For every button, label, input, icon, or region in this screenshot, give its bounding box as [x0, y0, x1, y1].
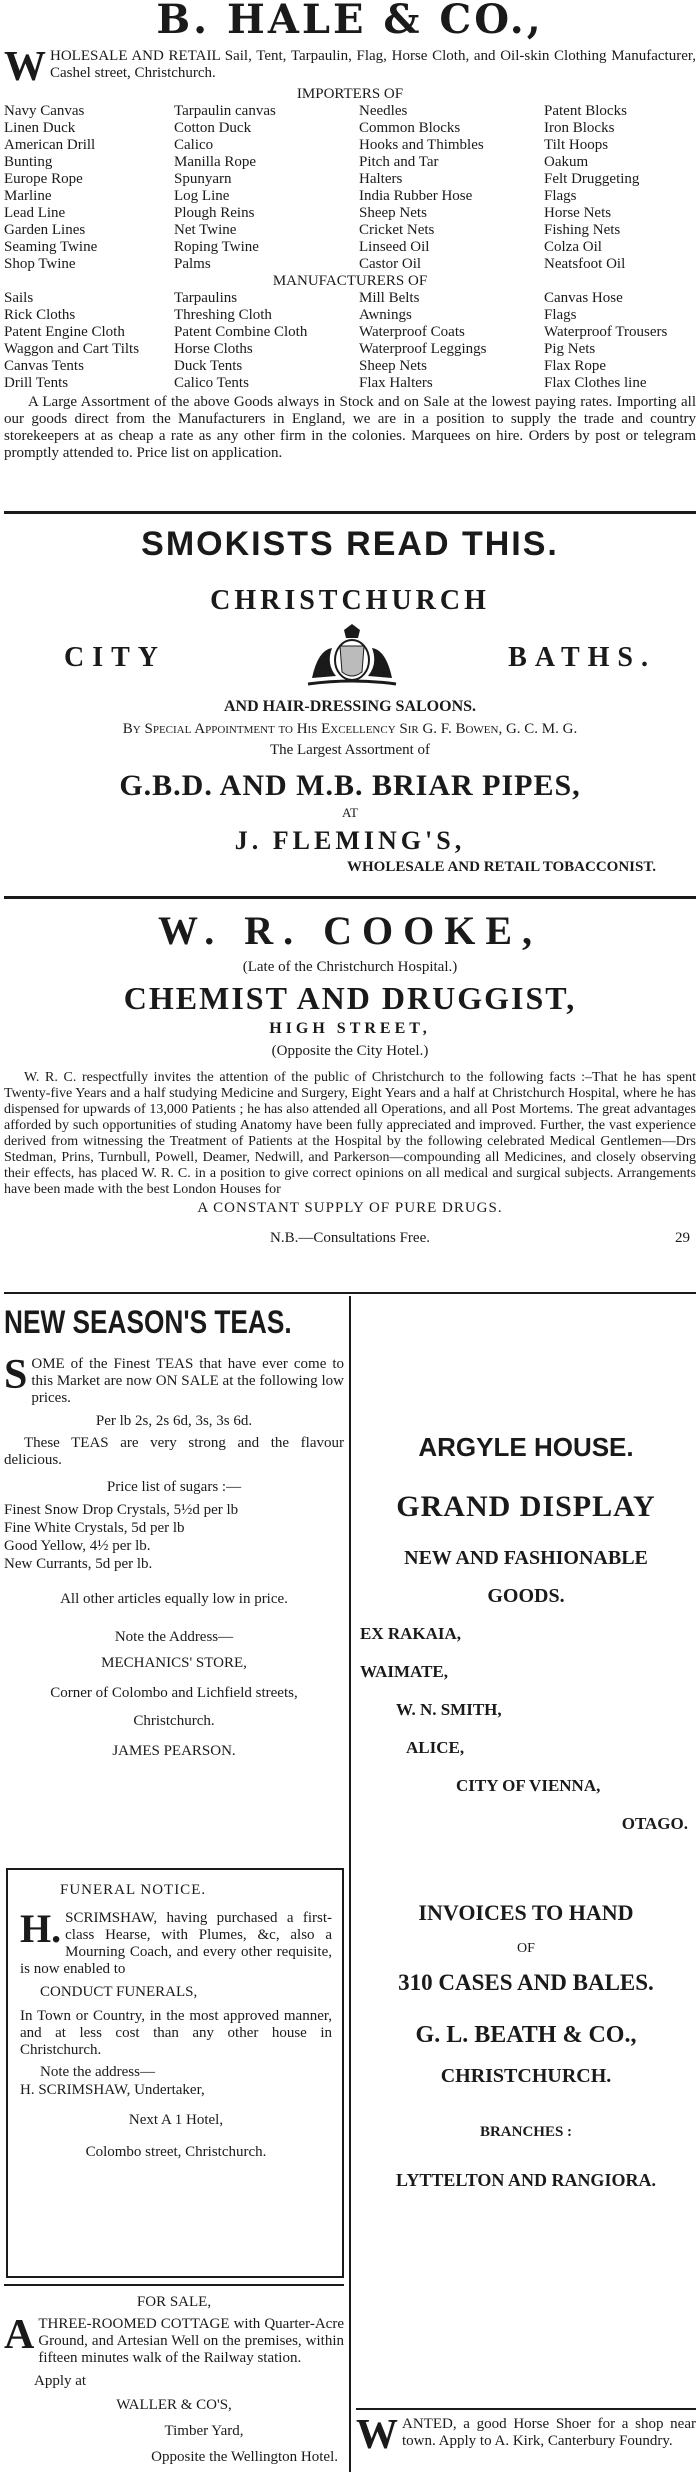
hale-importers-item: Seaming Twine — [4, 239, 98, 255]
argyle-ship-3: W. N. SMITH, — [396, 1700, 502, 1719]
fleming-city: CITY — [64, 642, 167, 673]
hale-importers-item: Oakum — [544, 154, 589, 170]
hale-importers-item: Palms — [174, 256, 211, 272]
cooke-name: W. R. COOKE, — [157, 908, 543, 953]
argyle-invoices: INVOICES TO HAND — [418, 1900, 634, 1925]
teas-note: These TEAS are very strong and the flavour delicious. — [4, 1435, 344, 1468]
fleming-trade: WHOLESALE AND RETAIL TOBACCONIST. — [347, 859, 656, 875]
hale-importers-item: Plough Reins — [174, 205, 255, 221]
fleming-baths: BATHS. — [508, 642, 656, 673]
argyle-city: CHRISTCHURCH. — [440, 2065, 612, 2087]
hale-importers-item: Horse Nets — [544, 205, 612, 221]
hale-manufacturers-list — [4, 290, 696, 392]
teas-other: All other articles equally low in price. — [60, 1591, 288, 1607]
fleming-name: J. FLEMING'S, — [234, 826, 466, 855]
divider — [4, 511, 696, 514]
argyle-display: GRAND DISPLAY — [396, 1490, 656, 1523]
hale-manufacturers-item: Drill Tents — [4, 375, 69, 391]
sugars-heading: Price list of sugars :— — [106, 1479, 242, 1495]
argyle-advert — [356, 1302, 696, 2192]
teas-store: MECHANICS' STORE, — [101, 1655, 247, 1671]
hale-importers-item: Fishing Nets — [544, 222, 621, 238]
hale-intro-text: HOLESALE AND RETAIL Sail, Tent, Tarpaulin, Flag, Horse Cloth, and Oil-skin Clothing Manufacturer, Cashel street, Christchurch. — [50, 48, 696, 81]
sugars-list — [4, 1501, 344, 1573]
hale-importers-item: Linseed Oil — [359, 239, 430, 255]
teas-intro — [4, 1352, 344, 1407]
hale-importers-item: Linen Duck — [4, 120, 76, 136]
hale-importers-item: Tilt Hoops — [544, 137, 609, 153]
hale-importers-col-2 — [174, 103, 359, 273]
sugar-item: New Currants, 5d per lb. — [4, 1556, 153, 1572]
fleming-pipes: G.B.D. AND M.B. BRIAR PIPES, — [119, 769, 581, 802]
hale-manufacturers-item: Patent Engine Cloth — [4, 324, 125, 340]
hale-importers-item: Neatsfoot Oil — [544, 256, 626, 272]
hale-manufacturers-item: Waterproof Leggings — [359, 341, 487, 357]
hale-importers-col-4 — [544, 103, 696, 273]
hale-importers-item: Common Blocks — [359, 120, 461, 136]
hale-importers-item: Manilla Rope — [174, 154, 257, 170]
hale-closing: A Large Assortment of the above Goods always in Stock and on Sale at the lowest paying rates. Importing all our goods direct from the Manufacturers in England, we are in a position to supply the trade and country storekeepers at as cheap a rate as any other firm in the colonies. Marquees on hire. Orders by post or telegram promptly attended to. Price list on application. — [4, 394, 696, 461]
divider — [4, 896, 696, 899]
hale-importers-item: Castor Oil — [359, 256, 422, 272]
hale-manufacturers-item: Awnings — [359, 307, 412, 323]
argyle-ship-4: ALICE, — [406, 1738, 465, 1757]
cooke-street: HIGH STREET, — [269, 1020, 431, 1037]
cooke-supply: A CONSTANT SUPPLY OF PURE DRUGS. — [197, 1200, 503, 1216]
hale-importers-item: Sheep Nets — [359, 205, 427, 221]
argyle-of: OF — [517, 1941, 535, 1956]
teas-advert — [4, 1302, 344, 1761]
sale-heading: FOR SALE, — [136, 2294, 212, 2310]
hale-manufacturers-item: Horse Cloths — [174, 341, 253, 357]
sale-body-text: THREE-ROOMED COTTAGE with Quarter-Acre Ground, and Artesian Well on the premises, within fifteen minutes walk of the Railway station. — [38, 2316, 344, 2366]
fleming-at: AT — [342, 805, 358, 820]
cooke-body: W. R. C. respectfully invites the attention of the public of Christchurch to the following facts :–That he has spent Twenty-five Years and a half studying Medicine and Surgery, Eight Years and a half at Christchurch Hospital, where he has dispensed for upwards of 13,000 Patients ; he has also attended all Operations, and all Post Mortems. The great advantages afforded by such opportunities of studing Anatomy have been fully appreciated and improved. Further, the vast experience derived from witnessing the Treatment of Patients at the Hospital by the following celebrated Medical Gentlemen—Drs Stedman, Prins, Turnbull, Powell, Deamer, Nedwill, and Parkerson—compounding all Medicines, and closely observing their effects, has placed W. R. C. in a position to give correct opinions on all medical and surgical subjects. Arrangements have been made with the best London Houses for — [4, 1070, 696, 1197]
hale-manufacturers-item: Flax Halters — [359, 375, 433, 391]
hale-importers-item: Halters — [359, 171, 403, 187]
teas-town: Christchurch. — [133, 1713, 215, 1729]
hale-manufacturers-col-1 — [4, 290, 174, 392]
page-number: 29 — [675, 1230, 690, 1246]
hale-manufacturers-item: Threshing Cloth — [174, 307, 272, 323]
sugar-item: Finest Snow Drop Crystals, 5½d per lb — [4, 1502, 239, 1518]
wanted-drop-cap: W — [356, 2412, 398, 2458]
divider — [4, 2284, 344, 2286]
teas-headline: NEW SEASON'S TEAS. — [4, 1304, 292, 1340]
hale-manufacturers-item: Pig Nets — [544, 341, 596, 357]
hale-manufacturers-item: Tarpaulins — [174, 290, 238, 306]
wanted-advert — [356, 2412, 696, 2458]
hale-manufacturers-item: Duck Tents — [174, 358, 243, 374]
hale-drop-cap: W — [4, 44, 46, 90]
funeral-body-1 — [20, 1906, 332, 1978]
hale-importers-item: Flags — [544, 188, 577, 204]
hale-importers-item: Garden Lines — [4, 222, 86, 238]
teas-intro-text: OME of the Finest TEAS that have ever come to this Market are now ON SALE at the following low prices. — [31, 1356, 344, 1406]
teas-owner: JAMES PEARSON. — [112, 1743, 236, 1759]
hale-importers-item: Shop Twine — [4, 256, 76, 272]
hale-manufacturers-col-2 — [174, 290, 359, 392]
argyle-cases: 310 CASES AND BALES. — [398, 1970, 654, 1995]
funeral-body-2: In Town or Country, in the most approved manner, and at less cost than any other house in Christchurch. — [20, 2008, 332, 2058]
funeral-body-1-text: SCRIMSHAW, having purchased a first-class Hearse, with Plumes, &c, also a Mourning Coach, and every other requisite, is now enabled to — [20, 1910, 332, 1977]
cooke-footer — [4, 1230, 696, 1260]
sale-apply: Apply at — [34, 2373, 87, 2389]
fleming-headline: SMOKISTS READ THIS. — [141, 525, 559, 563]
hale-manufacturers-item: Sails — [4, 290, 34, 306]
hale-manufacturers-item: Canvas Hose — [544, 290, 623, 306]
hale-importers-col-3 — [359, 103, 544, 273]
argyle-firm: G. L. BEATH & CO., — [415, 2022, 637, 2048]
hale-importers-item: American Drill — [4, 137, 96, 153]
hale-manufacturers-item: Waterproof Coats — [359, 324, 465, 340]
hale-importers-item: Bunting — [4, 154, 53, 170]
cooke-title: CHEMIST AND DRUGGIST, — [123, 980, 577, 1016]
sale-opposite: Opposite the Wellington Hotel. — [151, 2449, 338, 2465]
hale-manufacturers-item: Mill Belts — [359, 290, 420, 306]
teas-prices: Per lb 2s, 2s 6d, 3s, 3s 6d. — [95, 1413, 253, 1429]
sale-body — [4, 2312, 344, 2367]
hale-manufacturers-col-3 — [359, 290, 544, 392]
hale-importers-item: Marline — [4, 188, 52, 204]
hale-importers-item: Navy Canvas — [4, 103, 85, 119]
hale-manufacturers-item: Patent Combine Cloth — [174, 324, 308, 340]
funeral-drop-cap: H. — [20, 1906, 62, 1951]
hale-title: B. HALE & CO., — [156, 0, 544, 43]
cooke-late: (Late of the Christchurch Hospital.) — [242, 959, 458, 975]
hale-manufacturers-item: Rick Cloths — [4, 307, 76, 323]
hale-importers-item: Calico — [174, 137, 214, 153]
hale-manufacturers-item: Sheep Nets — [359, 358, 427, 374]
funeral-heading: FUNERAL NOTICE. — [60, 1882, 207, 1898]
argyle-ship-1: EX RAKAIA, — [360, 1624, 462, 1643]
hale-advert — [4, 0, 696, 503]
divider — [4, 1292, 696, 1294]
hale-manufacturers-item: Flax Clothes line — [544, 375, 647, 391]
hale-importers-item: Pitch and Tar — [359, 154, 439, 170]
cooke-advert — [4, 906, 696, 1276]
hale-manufacturers-item: Flags — [544, 307, 577, 323]
wanted-body-text: ANTED, a good Horse Shoer for a shop near town. Apply to A. Kirk, Canterbury Foundry. — [402, 2416, 696, 2449]
funeral-conduct: CONDUCT FUNERALS, — [40, 1984, 198, 2000]
sugar-item: Fine White Crystals, 5d per lb — [4, 1520, 185, 1536]
hale-importers-item: Patent Blocks — [544, 103, 627, 119]
hale-importers-item: Hooks and Thimbles — [359, 137, 484, 153]
fleming-largest: The Largest Assortment of — [269, 742, 431, 758]
fleming-baths-row — [4, 620, 696, 690]
hale-importers-item: Lead Line — [4, 205, 66, 221]
funeral-name: H. SCRIMSHAW, Undertaker, — [20, 2082, 205, 2098]
argyle-new: NEW AND FASHIONABLE — [404, 1547, 648, 1569]
funeral-address-note: Note the address— — [40, 2064, 155, 2080]
argyle-otago: OTAGO. — [621, 1814, 688, 1833]
sale-yard: Timber Yard, — [164, 2423, 244, 2439]
hale-importers-col-1 — [4, 103, 174, 273]
divider — [356, 2408, 696, 2410]
sale-drop-cap: A — [4, 2312, 35, 2358]
royal-coat-of-arms-icon — [300, 620, 404, 690]
funeral-next: Next A 1 Hotel, — [128, 2112, 224, 2128]
cooke-opposite: (Opposite the City Hotel.) — [271, 1043, 429, 1059]
hale-importers-item: Colza Oil — [544, 239, 602, 255]
hale-manufacturers-item: Waggon and Cart Tilts — [4, 341, 140, 357]
sugar-item: Good Yellow, 4½ per lb. — [4, 1538, 151, 1554]
fleming-advert — [4, 524, 696, 894]
hale-importers-item: Tarpaulin canvas — [174, 103, 276, 119]
hale-importers-item: Felt Druggeting — [544, 171, 640, 187]
fleming-christchurch: CHRISTCHURCH — [210, 585, 490, 616]
hale-importers-item: Cricket Nets — [359, 222, 435, 238]
hale-importers-item: Europe Rope — [4, 171, 83, 187]
cooke-nb: N.B.—Consultations Free. — [270, 1230, 430, 1246]
hale-importers-item: India Rubber Hose — [359, 188, 473, 204]
hale-manufacturers-item: Canvas Tents — [4, 358, 84, 374]
funeral-advert — [6, 1868, 344, 2278]
argyle-ship-2: WAIMATE, — [360, 1662, 448, 1681]
hale-manufacturers-item: Waterproof Trousers — [544, 324, 668, 340]
hale-manufacturers-item: Flax Rope — [544, 358, 607, 374]
hale-importers-heading: IMPORTERS OF — [296, 86, 404, 102]
wanted-body — [356, 2412, 696, 2458]
hale-importers-item: Cotton Duck — [174, 120, 252, 136]
argyle-ship-5: CITY OF VIENNA, — [456, 1776, 601, 1795]
argyle-towns: LYTTELTON AND RANGIORA. — [396, 2170, 656, 2190]
hale-manufacturers-col-4 — [544, 290, 696, 392]
fleming-appointment: By Special Appointment to His Excellency Sir G. F. Bowen, G. C. M. G. — [122, 721, 578, 737]
argyle-branches: BRANCHES : — [479, 2124, 573, 2140]
hale-importers-item: Net Twine — [174, 222, 237, 238]
hale-manufacturers-heading: MANUFACTURERS OF — [272, 273, 428, 289]
argyle-goods: GOODS. — [487, 1585, 565, 1607]
hale-importers-list — [4, 103, 696, 273]
teas-drop-cap: S — [4, 1352, 28, 1398]
fleming-saloons: AND HAIR-DRESSING SALOONS. — [223, 698, 477, 715]
sale-agent: WALLER & CO'S, — [116, 2397, 232, 2413]
funeral-street: Colombo street, Christchurch. — [85, 2144, 267, 2160]
hale-importers-item: Roping Twine — [174, 239, 259, 255]
hale-importers-item: Log Line — [174, 188, 230, 204]
hale-intro — [4, 44, 696, 90]
sale-advert — [4, 2292, 344, 2467]
argyle-name: ARGYLE HOUSE. — [418, 1432, 634, 1462]
teas-corner: Corner of Colombo and Lichfield streets, — [50, 1685, 298, 1701]
column-divider — [349, 1296, 351, 2472]
hale-importers-item: Iron Blocks — [544, 120, 615, 136]
hale-importers-item: Needles — [359, 103, 408, 119]
hale-manufacturers-item: Calico Tents — [174, 375, 249, 391]
hale-importers-item: Spunyarn — [174, 171, 232, 187]
teas-address-note: Note the Address— — [114, 1629, 234, 1645]
